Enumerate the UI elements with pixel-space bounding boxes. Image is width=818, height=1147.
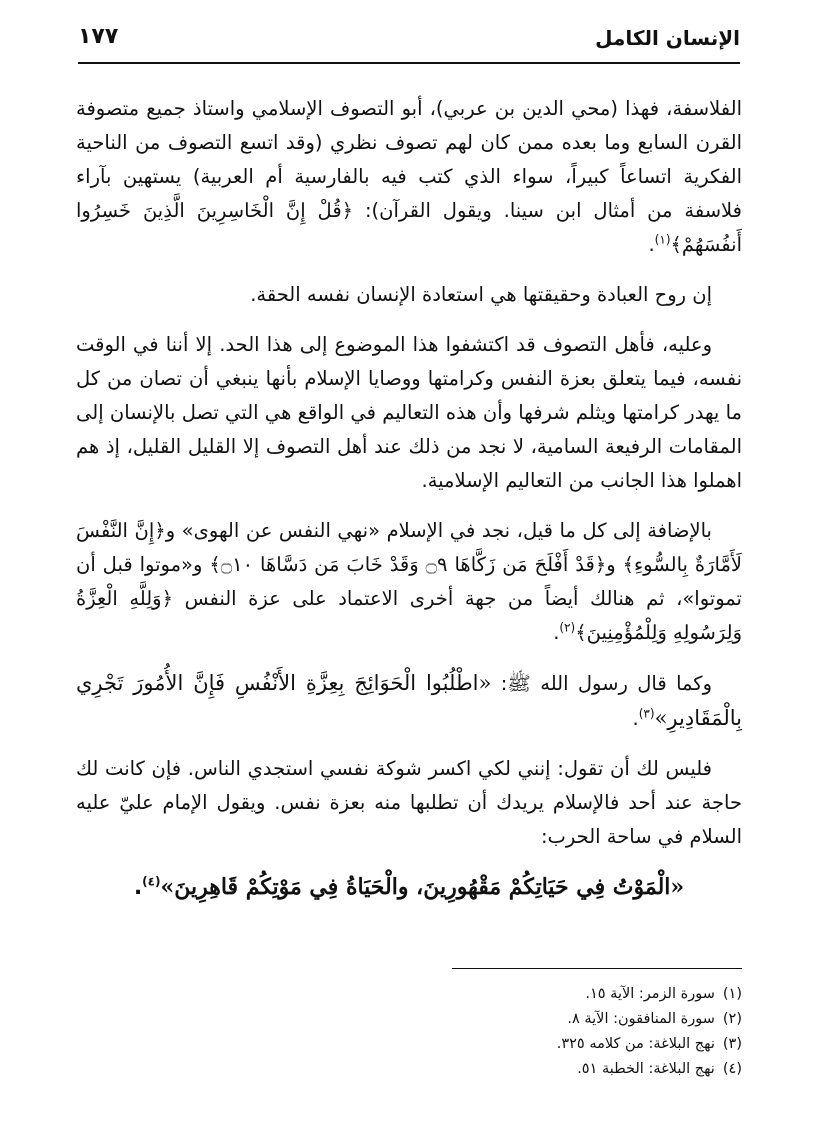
paragraph-2: إن روح العبادة وحقيقتها هي استعادة الإنسان نفسه الحقة. (250, 283, 712, 306)
hadith-quote: «اطْلُبُوا الْحَوَائِجَ بِعِزَّةِ الأَنْفُسِ فَإِنَّ الأُمُورَ تَجْرِي بِالْمَقَادِيرِ» (76, 671, 742, 730)
paragraph-1 (76, 92, 742, 262)
footnote-rule (452, 968, 742, 969)
footnote-4 (557, 1057, 742, 1082)
footnote-text: نهج البلاغة: الخطبة ٥١. (577, 1061, 715, 1077)
page-number: ١٧٧ (78, 24, 119, 49)
footnote-ref-3: (٣) (638, 706, 655, 721)
paragraph-5-end: . (632, 707, 639, 730)
footnote-1 (557, 982, 742, 1007)
footnotes (557, 982, 742, 1082)
paragraph-4 (76, 514, 742, 650)
footnote-ref-2: (٢) (559, 620, 576, 635)
footnote-3 (557, 1032, 742, 1057)
running-title: الإنسان الكامل (595, 26, 740, 50)
footnote-number: (٢) (722, 1011, 742, 1027)
paragraph-1-text: الفلاسفة، فهذا (محي الدين بن عربي)، أبو التصوف الإسلامي واستاذ جميع متصوفة القرن السابع وما بعده ممن كان لهم تصوف نظري (وقد اتسع التصوف من الناحية الفكرية اتساعاً كبيراً، سواء الذي كتب فيه بالفارسية أم العربية) يستهين بآراء فلاسفة من أمثال ابن سينا. ويقول القرآن): (76, 97, 742, 222)
footnote-ref-1: (١) (654, 232, 671, 247)
paragraph-5 (76, 666, 742, 736)
body-text (76, 92, 742, 905)
footnote-ref-4: (٤) (142, 874, 161, 889)
quran-verse-4: ﴿وَلِلَّهِ الْعِزَّةُ وَلِرَسُولِهِ وَلِلْمُؤْمِنِينَ﴾ (76, 587, 742, 644)
paragraph-4-text-a: بالإضافة إلى كل ما قيل، نجد في الإسلام «نهي النفس عن الهوى» و (165, 519, 712, 542)
paragraph-6: فليس لك أن تقول: إنني لكي اكسر شوكة نفسي استجدي الناس. فإن كانت لك حاجة عند أحد فالإسلام يريدك أن تطلبها منه بعزة نفس. ويقول الإمام عليّ عليه السلام في ساحة الحرب: (76, 757, 742, 848)
paragraph-1-end: . (648, 233, 655, 256)
paragraph-4-text-c: و«موتوا قبل أن تموتوا»، ثم هنالك أيضاً من جهة أخرى الاعتماد على عزة النفس (76, 553, 742, 610)
footnote-number: (٣) (722, 1036, 742, 1052)
paragraph-4-end: . (553, 621, 560, 644)
quran-verse-3: ﴿قَدْ أَفْلَحَ مَن زَكَّاهَا ۝٩ وَقَدْ خَابَ مَن دَسَّاهَا ۝١٠﴾ (209, 553, 607, 576)
centered-quote (76, 870, 742, 905)
paragraph-3: وعليه، فأهل التصوف قد اكتشفوا هذا الموضوع إلى هذا الحد. إلا أننا في الوقت نفسه، فيما يتعلق بعزة النفس وكرامتها ووصايا الإسلام بأنها ينبغي أن تصان من كل ما يهدر كرامتها ويثلم شرفها وأن هذه التعاليم في الواقع هي التي تصل بالإنسان إلى المقامات الرفيعة السامية، لا نجد من ذلك عند أهل التصوف إلا القليل القليل، إذ هم اهملوا هذا الجانب من التعاليم الإسلامية. (76, 333, 742, 492)
footnote-text: نهج البلاغة: من كلامه ٣٢٥. (556, 1036, 715, 1052)
header-rule (78, 62, 740, 64)
paragraph-4-text-b: و (606, 553, 623, 576)
paragraph-5-text: وكما قال رسول الله ﷺ: (491, 672, 712, 695)
quran-verse-1: ﴿قُلْ إِنَّ الْخَاسِرِينَ الَّذِينَ خَسِرُوا أَنفُسَهُمْ﴾ (76, 199, 742, 256)
footnote-text: سورة المنافقون: الآية ٨. (567, 1011, 715, 1027)
quran-verse-2: ﴿إِنَّ النَّفْسَ لَأَمَّارَةٌ بِالسُّوءِ﴾ (76, 519, 743, 576)
footnote-number: (١) (722, 986, 742, 1002)
footnote-2 (557, 1007, 742, 1032)
footnote-number: (٤) (722, 1061, 742, 1077)
imam-ali-quote: «الْمَوْتُ فِي حَيَاتِكُمْ مَقْهُورِينَ، والْحَيَاةُ فِي مَوْتِكُمْ قَاهِرِينَ» (160, 874, 685, 900)
footnote-text: سورة الزمر: الآية ١٥. (585, 986, 715, 1002)
quote-end: . (133, 875, 143, 900)
